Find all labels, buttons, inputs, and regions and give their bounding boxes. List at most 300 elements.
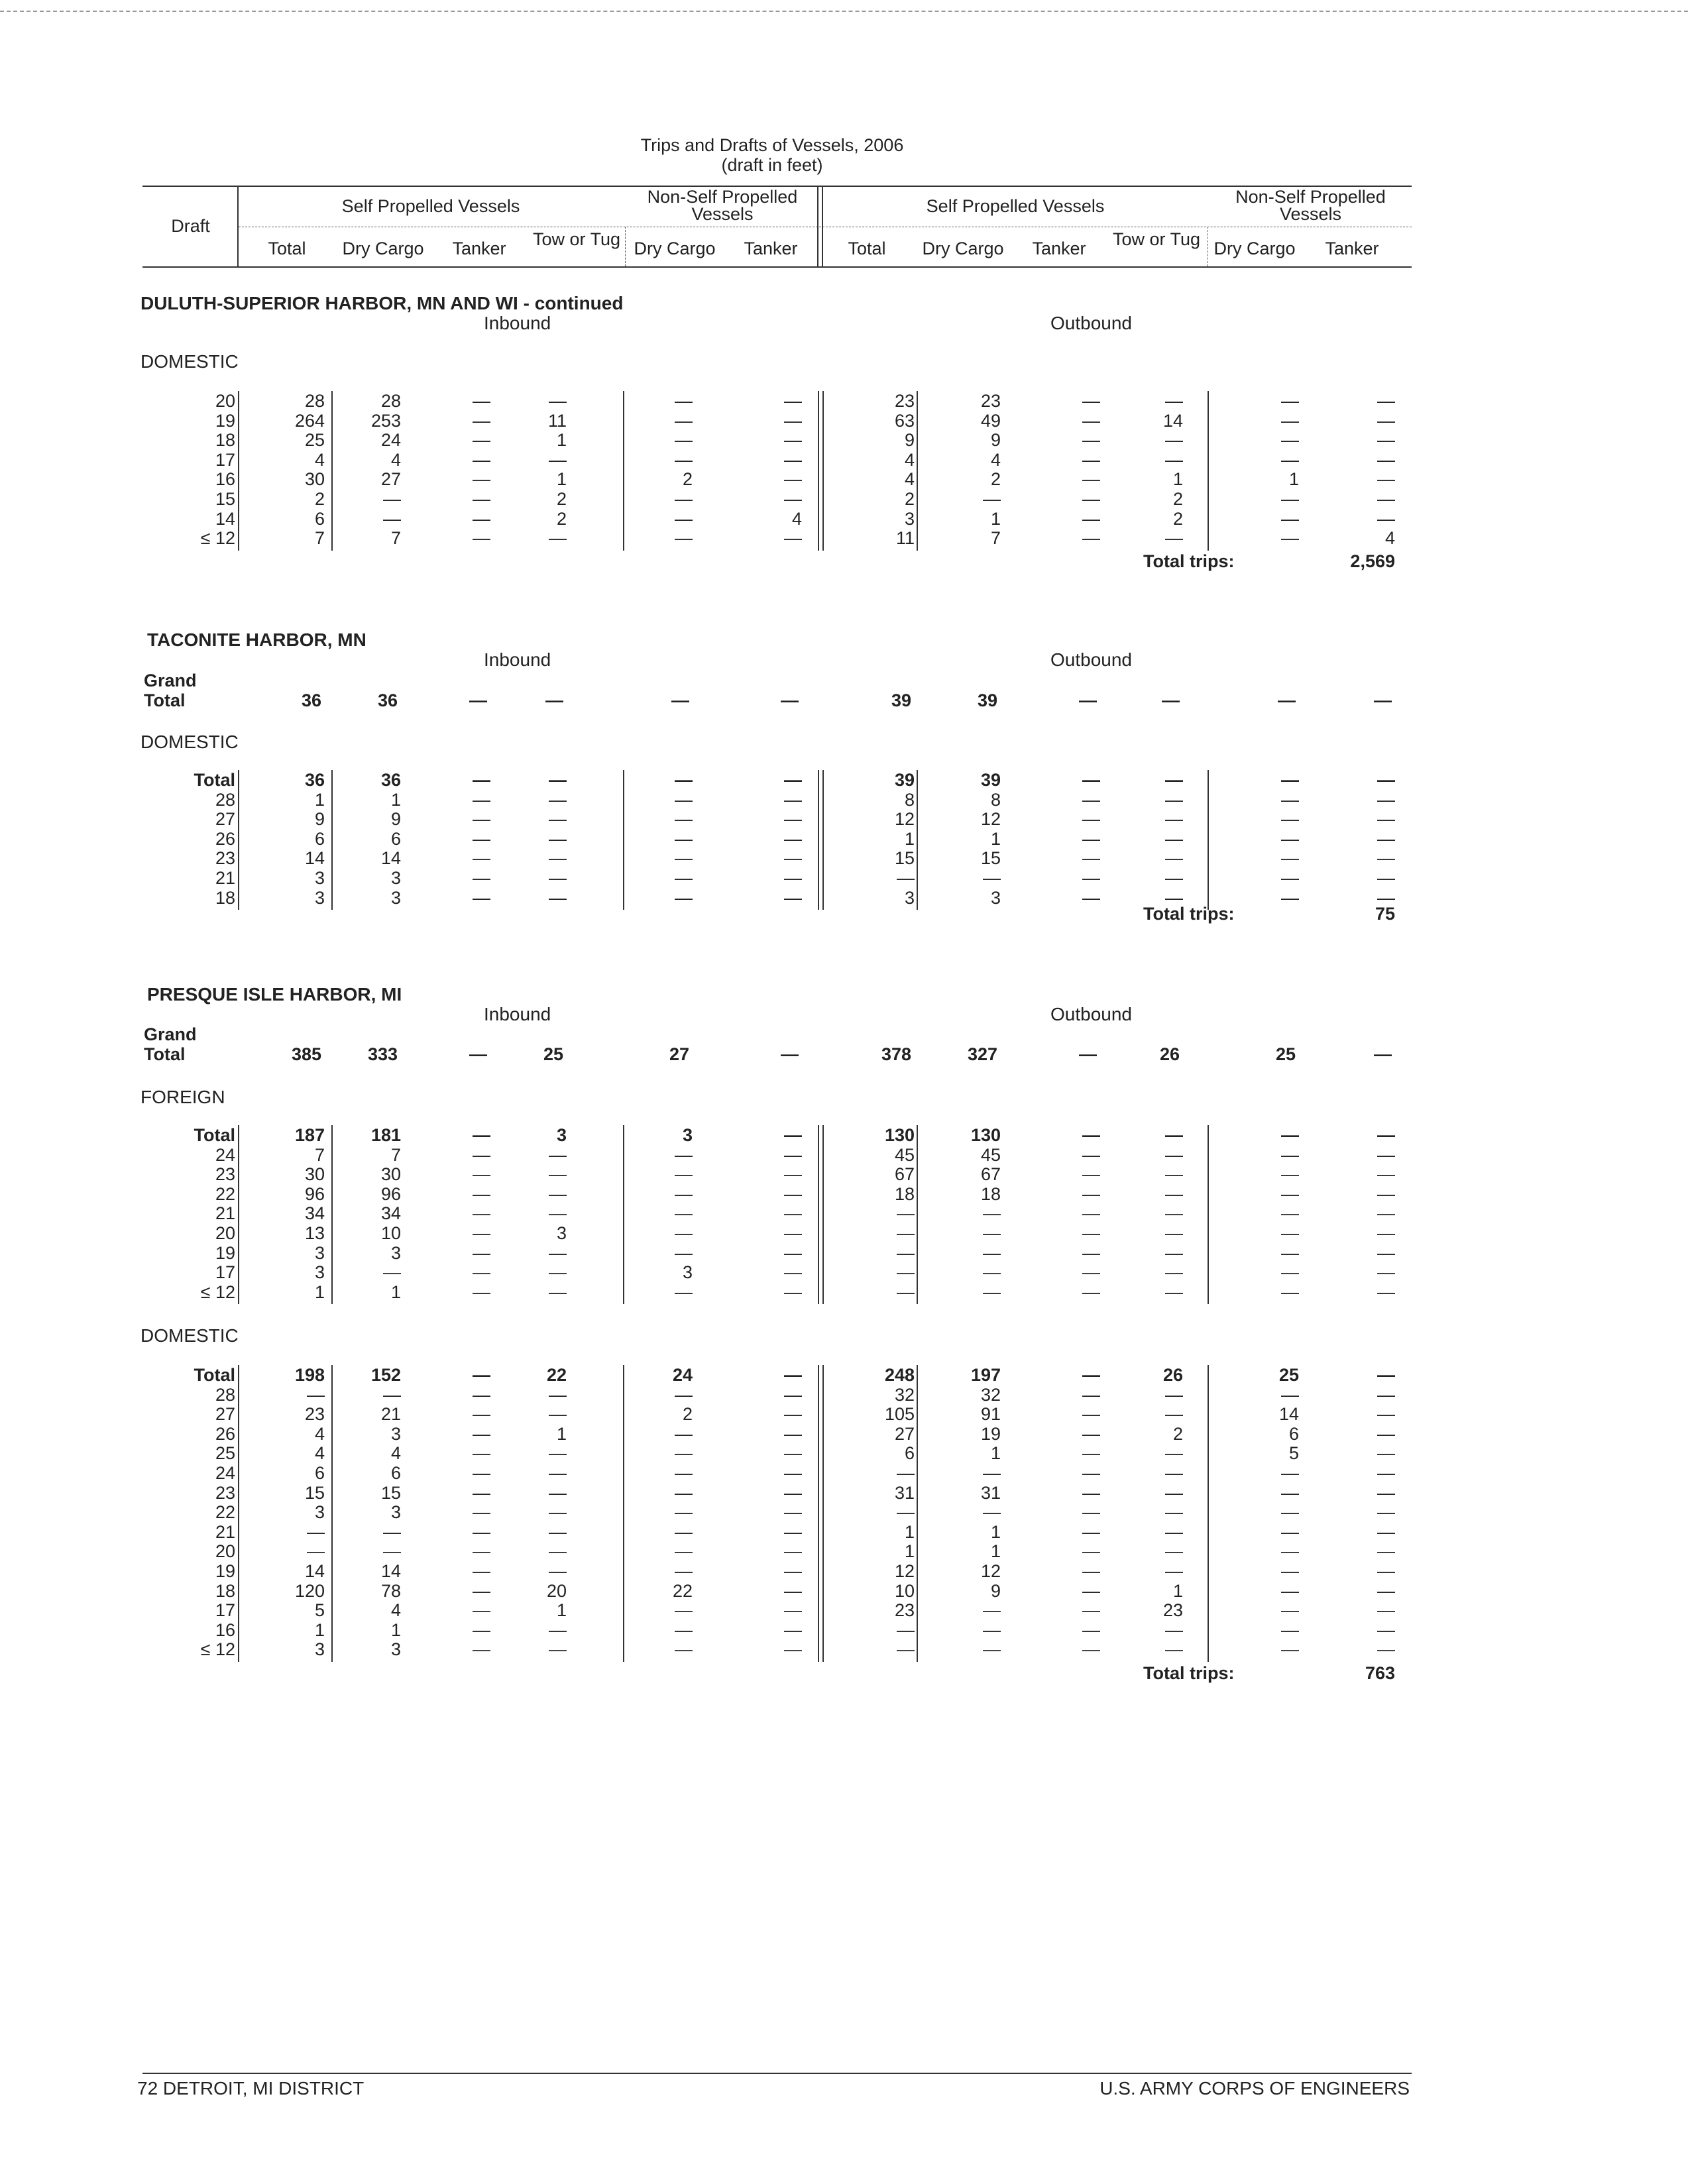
table-cell: 3 xyxy=(390,1502,401,1523)
table-cell: — xyxy=(1281,1502,1299,1523)
table-cell: — xyxy=(1281,1541,1299,1562)
table-cell: — xyxy=(1281,1639,1299,1660)
table-cell: — xyxy=(784,1423,802,1444)
table-cell: 31 xyxy=(980,1482,1001,1503)
table-cell: — xyxy=(983,1463,1001,1483)
table-cell: — xyxy=(675,1384,693,1405)
table-cell: — xyxy=(549,1384,567,1405)
table-cell: — xyxy=(473,449,490,470)
table-cell: — xyxy=(1377,887,1395,908)
table-cell: — xyxy=(784,1600,802,1621)
table-cell: — xyxy=(473,1463,490,1483)
table-cell: 3 xyxy=(990,887,1001,908)
table-cell: 6 xyxy=(390,828,401,849)
table-cell: 4 xyxy=(390,1443,401,1464)
table-cell: — xyxy=(1082,1541,1100,1562)
table-cell: — xyxy=(549,887,567,908)
table-cell: — xyxy=(383,1384,401,1405)
grand-total-cell: — xyxy=(781,690,799,710)
table-cell: 152 xyxy=(370,1365,401,1385)
table-cell: — xyxy=(675,430,693,451)
grand-total-cell: 385 xyxy=(291,1044,321,1064)
table-cell: — xyxy=(1281,1125,1299,1145)
table-cell: — xyxy=(784,770,802,790)
table-cell: — xyxy=(1082,1463,1100,1483)
table-cell: — xyxy=(1377,508,1395,529)
table-cell: 3 xyxy=(314,1502,325,1523)
column-divider xyxy=(1208,1125,1209,1304)
table-cell: — xyxy=(784,1639,802,1660)
table-cell: — xyxy=(1165,887,1183,908)
table-cell: — xyxy=(1165,528,1183,549)
table-cell: — xyxy=(784,449,802,470)
table-cell: — xyxy=(1082,1600,1100,1621)
table-cell: 1 xyxy=(1288,469,1299,490)
column-header-tow-or-tug-inbound: Tow or Tug xyxy=(532,229,621,249)
table-cell: 32 xyxy=(894,1384,915,1405)
table-cell: — xyxy=(1377,828,1395,849)
table-cell: 78 xyxy=(380,1580,401,1601)
table-cell: 9 xyxy=(904,430,915,451)
table-cell: 24 xyxy=(380,430,401,451)
page-subtitle: (draft in feet) xyxy=(721,155,823,175)
table-cell: — xyxy=(1377,1125,1395,1145)
table-cell: — xyxy=(675,410,693,431)
table-cell: — xyxy=(1281,1521,1299,1542)
table-cell: 2 xyxy=(990,469,1001,490)
table-cell: — xyxy=(675,848,693,869)
table-cell: — xyxy=(1082,1502,1100,1523)
table-cell: — xyxy=(675,1521,693,1542)
table-cell: — xyxy=(1377,410,1395,431)
column-header-total-outbound: Total xyxy=(848,239,886,258)
table-cell: — xyxy=(473,410,490,431)
table-cell: 3 xyxy=(390,1423,401,1444)
table-cell: — xyxy=(1082,528,1100,549)
table-cell: — xyxy=(1377,1482,1395,1503)
traffic-type-label: FOREIGN xyxy=(141,1087,225,1107)
table-cell: — xyxy=(1377,1521,1395,1542)
table-cell: 12 xyxy=(980,809,1001,830)
table-cell: 3 xyxy=(556,1125,567,1145)
table-cell: 14 xyxy=(380,848,401,869)
column-divider xyxy=(1208,391,1209,551)
table-cell: — xyxy=(784,828,802,849)
column-header-tanker-inbound: Tanker xyxy=(744,239,798,258)
table-cell: — xyxy=(784,391,802,411)
grand-total-cell: — xyxy=(545,690,563,710)
draft-label: 26 xyxy=(215,828,235,849)
table-cell: — xyxy=(1165,1384,1183,1405)
table-cell: — xyxy=(549,1144,567,1165)
table-cell: — xyxy=(1377,1183,1395,1204)
harbor-title: TACONITE HARBOR, MN xyxy=(147,629,366,650)
draft-label: 23 xyxy=(215,848,235,869)
table-cell: — xyxy=(1377,809,1395,830)
table-cell: — xyxy=(1165,1404,1183,1425)
table-cell: — xyxy=(784,1463,802,1483)
table-cell: 198 xyxy=(294,1365,325,1385)
table-cell: — xyxy=(1082,1242,1100,1263)
column-header-tanker-outbound: Tanker xyxy=(1032,239,1086,258)
table-cell: — xyxy=(897,1262,915,1283)
draft-label: 15 xyxy=(215,489,235,509)
table-cell: 5 xyxy=(1288,1443,1299,1464)
column-divider xyxy=(818,1125,824,1304)
table-cell: 1 xyxy=(904,1521,915,1542)
table-cell: — xyxy=(1165,1521,1183,1542)
table-cell: 6 xyxy=(1288,1423,1299,1444)
table-cell: 3 xyxy=(390,1242,401,1263)
table-cell: — xyxy=(1165,828,1183,849)
table-cell: — xyxy=(1281,1600,1299,1621)
draft-label: 17 xyxy=(215,1600,235,1621)
table-cell: — xyxy=(1281,410,1299,431)
table-cell: — xyxy=(1281,828,1299,849)
table-cell: — xyxy=(1377,848,1395,869)
table-cell: 36 xyxy=(380,770,401,790)
table-cell: — xyxy=(1082,1262,1100,1283)
table-cell: 1 xyxy=(556,1423,567,1444)
table-cell: — xyxy=(675,789,693,810)
table-cell: — xyxy=(675,508,693,529)
table-cell: 67 xyxy=(980,1164,1001,1185)
table-cell: 23 xyxy=(894,391,915,411)
table-cell: 6 xyxy=(390,1463,401,1483)
table-cell: — xyxy=(675,1144,693,1165)
table-cell: — xyxy=(549,1242,567,1263)
table-cell: 34 xyxy=(304,1203,325,1224)
column-divider xyxy=(917,770,918,910)
table-cell: 30 xyxy=(304,469,325,490)
table-cell: — xyxy=(675,828,693,849)
table-cell: — xyxy=(1082,1384,1100,1405)
table-cell: 3 xyxy=(390,887,401,908)
table-cell: — xyxy=(473,1443,490,1464)
table-cell: 63 xyxy=(894,410,915,431)
table-cell: — xyxy=(1377,449,1395,470)
draft-label: 18 xyxy=(215,887,235,908)
table-cell: — xyxy=(675,1282,693,1302)
table-cell: — xyxy=(1281,868,1299,888)
table-cell: — xyxy=(549,848,567,869)
table-cell: — xyxy=(1281,848,1299,869)
table-cell: — xyxy=(473,1561,490,1581)
table-cell: — xyxy=(784,1384,802,1405)
table-cell: — xyxy=(307,1384,325,1405)
table-cell: — xyxy=(473,1144,490,1165)
draft-label: 17 xyxy=(215,449,235,470)
table-cell: — xyxy=(1082,430,1100,451)
grand-total-cell: — xyxy=(1079,690,1097,710)
table-cell: 1 xyxy=(904,1541,915,1562)
table-cell: 32 xyxy=(980,1384,1001,1405)
table-cell: 30 xyxy=(304,1164,325,1185)
table-cell: — xyxy=(1377,1144,1395,1165)
top-scan-line xyxy=(0,11,1688,12)
table-cell: 14 xyxy=(1162,410,1183,431)
column-divider xyxy=(917,391,918,551)
table-cell: — xyxy=(549,1502,567,1523)
table-cell: — xyxy=(549,868,567,888)
draft-label: Total xyxy=(194,1125,235,1145)
column-divider xyxy=(818,1365,824,1662)
table-cell: 91 xyxy=(980,1404,1001,1425)
table-cell: — xyxy=(549,1639,567,1660)
table-cell: 4 xyxy=(314,1423,325,1444)
grand-total-cell: — xyxy=(671,690,689,710)
column-divider xyxy=(1208,1365,1209,1662)
table-cell: — xyxy=(1165,809,1183,830)
draft-label: 19 xyxy=(215,1561,235,1581)
column-divider xyxy=(818,770,824,910)
table-cell: 23 xyxy=(980,391,1001,411)
table-cell: — xyxy=(1281,1561,1299,1581)
table-cell: — xyxy=(473,1242,490,1263)
inbound-label: Inbound xyxy=(484,649,551,670)
table-cell: 1 xyxy=(390,789,401,810)
table-cell: — xyxy=(1082,1164,1100,1185)
table-cell: — xyxy=(1082,1619,1100,1640)
table-cell: — xyxy=(675,1183,693,1204)
table-cell: 23 xyxy=(894,1600,915,1621)
table-cell: 18 xyxy=(980,1183,1001,1204)
table-cell: — xyxy=(1165,1443,1183,1464)
draft-label: 19 xyxy=(215,1242,235,1263)
table-cell: — xyxy=(784,1521,802,1542)
table-cell: — xyxy=(1377,1423,1395,1444)
table-cell: 14 xyxy=(304,1561,325,1581)
table-cell: 1 xyxy=(390,1282,401,1302)
table-cell: — xyxy=(549,528,567,549)
table-cell: 27 xyxy=(894,1423,915,1444)
table-cell: — xyxy=(1082,1521,1100,1542)
table-cell: — xyxy=(473,828,490,849)
table-cell: — xyxy=(1082,1443,1100,1464)
table-cell: 21 xyxy=(380,1404,401,1425)
table-cell: 96 xyxy=(304,1183,325,1204)
draft-label: 22 xyxy=(215,1183,235,1204)
table-cell: — xyxy=(1281,1183,1299,1204)
table-cell: — xyxy=(784,1282,802,1302)
table-cell: — xyxy=(784,1541,802,1562)
table-cell: — xyxy=(1082,1365,1100,1385)
table-cell: 15 xyxy=(980,848,1001,869)
table-cell: — xyxy=(473,868,490,888)
table-cell: 3 xyxy=(314,1262,325,1283)
table-cell: — xyxy=(1082,887,1100,908)
draft-label: 26 xyxy=(215,1423,235,1444)
table-cell: — xyxy=(784,1125,802,1145)
table-cell: — xyxy=(1377,1580,1395,1601)
table-cell: — xyxy=(784,1619,802,1640)
table-cell: — xyxy=(473,1223,490,1243)
table-cell: 2 xyxy=(682,469,693,490)
table-cell: — xyxy=(675,391,693,411)
table-cell: — xyxy=(1281,1580,1299,1601)
table-cell: 130 xyxy=(884,1125,915,1145)
table-cell: — xyxy=(784,1561,802,1581)
table-cell: — xyxy=(549,1521,567,1542)
table-cell: — xyxy=(1082,1183,1100,1204)
table-cell: 67 xyxy=(894,1164,915,1185)
table-cell: — xyxy=(675,1619,693,1640)
traffic-type-label: DOMESTIC xyxy=(141,732,239,752)
table-cell: — xyxy=(473,1125,490,1145)
table-cell: 130 xyxy=(970,1125,1001,1145)
table-cell: 12 xyxy=(894,1561,915,1581)
table-cell: — xyxy=(675,1502,693,1523)
table-cell: — xyxy=(1281,770,1299,790)
table-cell: — xyxy=(1165,1482,1183,1503)
table-cell: — xyxy=(473,1541,490,1562)
table-cell: — xyxy=(1377,430,1395,451)
table-cell: — xyxy=(784,1183,802,1204)
table-cell: 1 xyxy=(556,430,567,451)
table-cell: — xyxy=(1377,1365,1395,1385)
table-cell: 15 xyxy=(380,1482,401,1503)
table-cell: — xyxy=(784,1164,802,1185)
grand-total-cell: 27 xyxy=(669,1044,689,1064)
grand-total-cell: 378 xyxy=(881,1044,911,1064)
draft-label: 21 xyxy=(215,868,235,888)
table-cell: — xyxy=(1082,1639,1100,1660)
table-cell: — xyxy=(784,1242,802,1263)
table-cell: — xyxy=(473,1619,490,1640)
table-cell: — xyxy=(784,1223,802,1243)
table-cell: — xyxy=(1281,430,1299,451)
table-cell: 25 xyxy=(304,430,325,451)
table-cell: 36 xyxy=(304,770,325,790)
table-cell: 18 xyxy=(894,1183,915,1204)
table-cell: — xyxy=(675,868,693,888)
table-cell: — xyxy=(1281,1482,1299,1503)
table-cell: — xyxy=(1377,1164,1395,1185)
table-cell: — xyxy=(675,1203,693,1224)
table-cell: 2 xyxy=(314,489,325,509)
draft-label: 18 xyxy=(215,1580,235,1601)
table-cell: 49 xyxy=(980,410,1001,431)
table-cell: 12 xyxy=(980,1561,1001,1581)
draft-label: 16 xyxy=(215,1619,235,1640)
table-cell: 120 xyxy=(294,1580,325,1601)
table-cell: 3 xyxy=(682,1125,693,1145)
table-cell: — xyxy=(1165,1619,1183,1640)
header-nspv-out: Non-Self Propelled Vessels xyxy=(1235,187,1386,224)
table-cell: — xyxy=(1165,1282,1183,1302)
draft-label: ≤ 12 xyxy=(200,1639,235,1660)
table-cell: 6 xyxy=(314,1463,325,1483)
column-header-dry-cargo-outbound: Dry Cargo xyxy=(922,239,1004,258)
outbound-label: Outbound xyxy=(1050,313,1132,333)
table-cell: — xyxy=(784,809,802,830)
table-cell: 4 xyxy=(904,449,915,470)
table-cell: 14 xyxy=(380,1561,401,1581)
table-cell: — xyxy=(1082,868,1100,888)
table-cell: 3 xyxy=(390,1639,401,1660)
table-cell: 1 xyxy=(314,789,325,810)
table-cell: — xyxy=(1082,848,1100,869)
traffic-type-label: DOMESTIC xyxy=(141,1325,239,1346)
table-cell: 6 xyxy=(904,1443,915,1464)
table-cell: — xyxy=(675,528,693,549)
table-cell: — xyxy=(784,1262,802,1283)
table-cell: — xyxy=(473,1423,490,1444)
table-cell: — xyxy=(1377,1384,1395,1405)
table-cell: 28 xyxy=(304,391,325,411)
table-cell: — xyxy=(1377,1600,1395,1621)
table-cell: — xyxy=(1082,770,1100,790)
table-cell: 8 xyxy=(904,789,915,810)
table-cell: — xyxy=(473,887,490,908)
table-cell: — xyxy=(897,1203,915,1224)
table-cell: — xyxy=(1165,789,1183,810)
column-divider xyxy=(238,770,239,910)
page-title: Trips and Drafts of Vessels, 2006 xyxy=(640,135,904,155)
table-cell: — xyxy=(1377,489,1395,509)
table-cell: 187 xyxy=(294,1125,325,1145)
table-cell: — xyxy=(1082,1580,1100,1601)
table-cell: — xyxy=(1165,1164,1183,1185)
table-cell: — xyxy=(675,1482,693,1503)
table-cell: — xyxy=(473,770,490,790)
table-cell: 6 xyxy=(314,508,325,529)
table-cell: — xyxy=(784,489,802,509)
table-cell: — xyxy=(897,1502,915,1523)
table-cell: 4 xyxy=(390,1600,401,1621)
grand-total-cell: 36 xyxy=(377,690,398,710)
table-cell: — xyxy=(473,430,490,451)
table-cell: — xyxy=(549,1404,567,1425)
table-cell: 3 xyxy=(682,1262,693,1283)
table-cell: 9 xyxy=(314,809,325,830)
table-cell: 39 xyxy=(894,770,915,790)
table-cell: — xyxy=(1377,1502,1395,1523)
table-cell: — xyxy=(983,1639,1001,1660)
draft-label: 23 xyxy=(215,1164,235,1185)
table-cell: 1 xyxy=(1172,1580,1183,1601)
table-cell: 19 xyxy=(980,1423,1001,1444)
table-cell: — xyxy=(1377,1541,1395,1562)
table-cell: 2 xyxy=(1172,1423,1183,1444)
table-cell: 1 xyxy=(990,1443,1001,1464)
table-cell: — xyxy=(473,1482,490,1503)
column-divider xyxy=(238,1125,239,1304)
draft-label: 27 xyxy=(215,1404,235,1425)
grand-total-cell: — xyxy=(781,1044,799,1064)
table-cell: — xyxy=(549,1282,567,1302)
table-cell: — xyxy=(1165,1502,1183,1523)
table-cell: 1 xyxy=(314,1282,325,1302)
table-cell: — xyxy=(675,1423,693,1444)
table-cell: — xyxy=(1281,449,1299,470)
table-cell: — xyxy=(1082,1561,1100,1581)
table-cell: — xyxy=(1082,508,1100,529)
grand-total-cell: 26 xyxy=(1159,1044,1180,1064)
table-cell: — xyxy=(983,1502,1001,1523)
table-cell: 26 xyxy=(1162,1365,1183,1385)
table-cell: — xyxy=(784,1203,802,1224)
table-cell: 105 xyxy=(884,1404,915,1425)
table-cell: 197 xyxy=(970,1365,1001,1385)
table-cell: — xyxy=(675,1541,693,1562)
table-cell: 3 xyxy=(314,868,325,888)
table-cell: — xyxy=(983,1242,1001,1263)
header-spv-out: Self Propelled Vessels xyxy=(926,196,1105,216)
table-cell: — xyxy=(473,469,490,490)
draft-label: 24 xyxy=(215,1463,235,1483)
table-cell: 10 xyxy=(894,1580,915,1601)
